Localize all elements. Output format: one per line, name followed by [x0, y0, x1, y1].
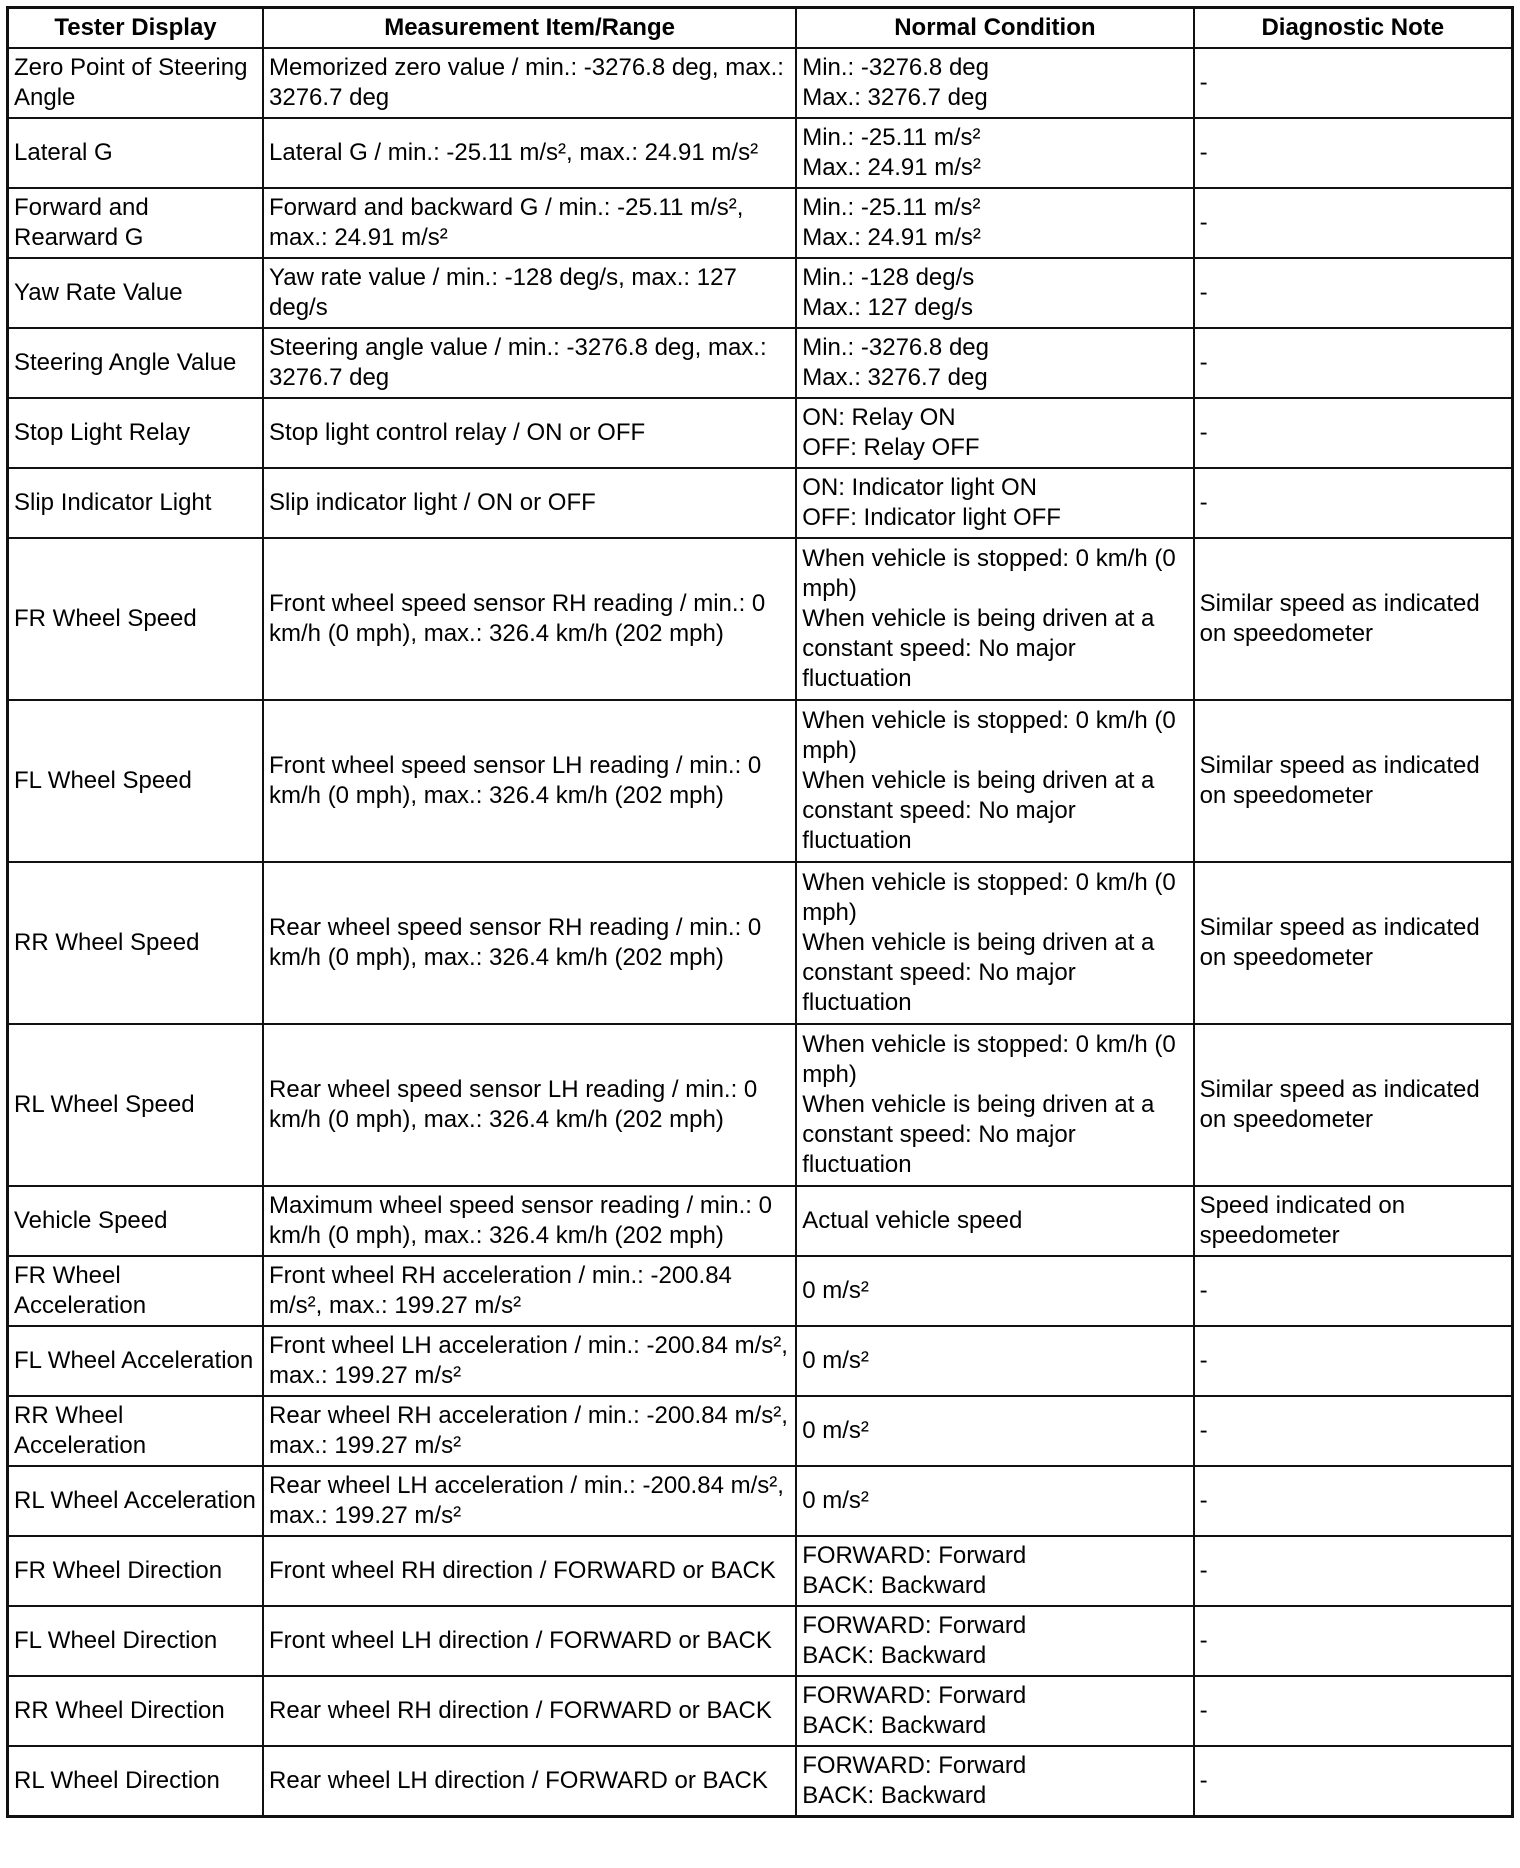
range-cell: Rear wheel LH acceleration / min.: -200.84 m/s², max.: 199.27 m/s² — [263, 1466, 796, 1536]
tester-display-cell: FR Wheel Direction — [8, 1536, 264, 1606]
range-cell: Front wheel speed sensor RH reading / min.: 0 km/h (0 mph), max.: 326.4 km/h (202 mph) — [263, 538, 796, 700]
normal-condition-cell: FORWARD: Forward BACK: Backward — [796, 1536, 1193, 1606]
range-cell: Steering angle value / min.: -3276.8 deg, max.: 3276.7 deg — [263, 328, 796, 398]
table-row — [8, 398, 1513, 468]
table-row — [8, 1024, 1513, 1186]
diagnostic-note-cell: - — [1194, 48, 1513, 118]
normal-condition-cell: When vehicle is stopped: 0 km/h (0 mph) When vehicle is being driven at a constant speed: No major fluctuation — [796, 538, 1193, 700]
range-cell: Maximum wheel speed sensor reading / min.: 0 km/h (0 mph), max.: 326.4 km/h (202 mph) — [263, 1186, 796, 1256]
range-cell: Rear wheel LH direction / FORWARD or BACK — [263, 1746, 796, 1817]
normal-condition-cell: Min.: -25.11 m/s² Max.: 24.91 m/s² — [796, 118, 1193, 188]
diagnostic-note-cell: Speed indicated on speedometer — [1194, 1186, 1513, 1256]
table-row — [8, 1256, 1513, 1326]
tester-display-cell: Forward and Rearward G — [8, 188, 264, 258]
tester-display-cell: FL Wheel Speed — [8, 700, 264, 862]
diagnostic-note-cell: - — [1194, 1606, 1513, 1676]
table-row — [8, 258, 1513, 328]
diagnostic-note-cell: Similar speed as indicated on speedometer — [1194, 1024, 1513, 1186]
diagnostic-note-cell: - — [1194, 1256, 1513, 1326]
normal-condition-cell: Min.: -128 deg/s Max.: 127 deg/s — [796, 258, 1193, 328]
normal-condition-cell: When vehicle is stopped: 0 km/h (0 mph) When vehicle is being driven at a constant speed: No major fluctuation — [796, 700, 1193, 862]
table-row — [8, 1746, 1513, 1817]
range-cell: Rear wheel speed sensor RH reading / min.: 0 km/h (0 mph), max.: 326.4 km/h (202 mph) — [263, 862, 796, 1024]
diagnostic-note-cell: - — [1194, 1326, 1513, 1396]
header-tester-display: Tester Display — [8, 8, 264, 49]
tester-display-cell: RR Wheel Direction — [8, 1676, 264, 1746]
diagnostic-note-cell: - — [1194, 328, 1513, 398]
table-row — [8, 862, 1513, 1024]
range-cell: Forward and backward G / min.: -25.11 m/s², max.: 24.91 m/s² — [263, 188, 796, 258]
range-cell: Memorized zero value / min.: -3276.8 deg, max.: 3276.7 deg — [263, 48, 796, 118]
range-cell: Stop light control relay / ON or OFF — [263, 398, 796, 468]
header-measurement-item-range: Measurement Item/Range — [263, 8, 796, 49]
diagnostic-note-cell: - — [1194, 258, 1513, 328]
diagnostic-note-cell: - — [1194, 1396, 1513, 1466]
table-row — [8, 1326, 1513, 1396]
table-row — [8, 1466, 1513, 1536]
diagnostic-note-cell: Similar speed as indicated on speedometer — [1194, 700, 1513, 862]
tester-display-cell: Steering Angle Value — [8, 328, 264, 398]
tester-display-cell: Lateral G — [8, 118, 264, 188]
normal-condition-cell: FORWARD: Forward BACK: Backward — [796, 1676, 1193, 1746]
table-row — [8, 538, 1513, 700]
range-cell: Front wheel RH direction / FORWARD or BACK — [263, 1536, 796, 1606]
data-list-table-container — [6, 6, 1514, 1818]
normal-condition-cell: FORWARD: Forward BACK: Backward — [796, 1606, 1193, 1676]
normal-condition-cell: Actual vehicle speed — [796, 1186, 1193, 1256]
range-cell: Rear wheel RH direction / FORWARD or BACK — [263, 1676, 796, 1746]
header-diagnostic-note: Diagnostic Note — [1194, 8, 1513, 49]
diagnostic-note-cell: Similar speed as indicated on speedometer — [1194, 538, 1513, 700]
range-cell: Front wheel LH direction / FORWARD or BACK — [263, 1606, 796, 1676]
diagnostic-note-cell: - — [1194, 1466, 1513, 1536]
tester-display-cell: Zero Point of Steering Angle — [8, 48, 264, 118]
range-cell: Rear wheel speed sensor LH reading / min.: 0 km/h (0 mph), max.: 326.4 km/h (202 mph) — [263, 1024, 796, 1186]
data-list-table — [6, 6, 1514, 1818]
table-row — [8, 118, 1513, 188]
diagnostic-note-cell: - — [1194, 1536, 1513, 1606]
diagnostic-note-cell: Similar speed as indicated on speedometer — [1194, 862, 1513, 1024]
tester-display-cell: RR Wheel Acceleration — [8, 1396, 264, 1466]
diagnostic-note-cell: - — [1194, 468, 1513, 538]
table-row — [8, 1676, 1513, 1746]
normal-condition-cell: 0 m/s² — [796, 1466, 1193, 1536]
tester-display-cell: Vehicle Speed — [8, 1186, 264, 1256]
diagnostic-note-cell: - — [1194, 1676, 1513, 1746]
table-row — [8, 1186, 1513, 1256]
table-row — [8, 1396, 1513, 1466]
table-row — [8, 1536, 1513, 1606]
normal-condition-cell: Min.: -25.11 m/s² Max.: 24.91 m/s² — [796, 188, 1193, 258]
normal-condition-cell: 0 m/s² — [796, 1326, 1193, 1396]
table-row — [8, 188, 1513, 258]
tester-display-cell: Yaw Rate Value — [8, 258, 264, 328]
range-cell: Front wheel RH acceleration / min.: -200.84 m/s², max.: 199.27 m/s² — [263, 1256, 796, 1326]
table-row — [8, 700, 1513, 862]
tester-display-cell: RL Wheel Acceleration — [8, 1466, 264, 1536]
tester-display-cell: Slip Indicator Light — [8, 468, 264, 538]
normal-condition-cell: When vehicle is stopped: 0 km/h (0 mph) When vehicle is being driven at a constant speed: No major fluctuation — [796, 1024, 1193, 1186]
normal-condition-cell: FORWARD: Forward BACK: Backward — [796, 1746, 1193, 1817]
diagnostic-note-cell: - — [1194, 1746, 1513, 1817]
header-normal-condition: Normal Condition — [796, 8, 1193, 49]
tester-display-cell: FL Wheel Acceleration — [8, 1326, 264, 1396]
range-cell: Yaw rate value / min.: -128 deg/s, max.: 127 deg/s — [263, 258, 796, 328]
normal-condition-cell: 0 m/s² — [796, 1396, 1193, 1466]
normal-condition-cell: When vehicle is stopped: 0 km/h (0 mph) When vehicle is being driven at a constant speed: No major fluctuation — [796, 862, 1193, 1024]
table-row — [8, 328, 1513, 398]
diagnostic-note-cell: - — [1194, 398, 1513, 468]
tester-display-cell: FR Wheel Speed — [8, 538, 264, 700]
diagnostic-note-cell: - — [1194, 188, 1513, 258]
tester-display-cell: FR Wheel Acceleration — [8, 1256, 264, 1326]
range-cell: Slip indicator light / ON or OFF — [263, 468, 796, 538]
tester-display-cell: RL Wheel Direction — [8, 1746, 264, 1817]
normal-condition-cell: ON: Indicator light ON OFF: Indicator light OFF — [796, 468, 1193, 538]
normal-condition-cell: 0 m/s² — [796, 1256, 1193, 1326]
table-row — [8, 468, 1513, 538]
table-row — [8, 1606, 1513, 1676]
range-cell: Rear wheel RH acceleration / min.: -200.84 m/s², max.: 199.27 m/s² — [263, 1396, 796, 1466]
range-cell: Front wheel speed sensor LH reading / min.: 0 km/h (0 mph), max.: 326.4 km/h (202 mph) — [263, 700, 796, 862]
range-cell: Front wheel LH acceleration / min.: -200.84 m/s², max.: 199.27 m/s² — [263, 1326, 796, 1396]
normal-condition-cell: ON: Relay ON OFF: Relay OFF — [796, 398, 1193, 468]
normal-condition-cell: Min.: -3276.8 deg Max.: 3276.7 deg — [796, 48, 1193, 118]
tester-display-cell: RL Wheel Speed — [8, 1024, 264, 1186]
diagnostic-note-cell: - — [1194, 118, 1513, 188]
tester-display-cell: RR Wheel Speed — [8, 862, 264, 1024]
tester-display-cell: Stop Light Relay — [8, 398, 264, 468]
table-row — [8, 48, 1513, 118]
range-cell: Lateral G / min.: -25.11 m/s², max.: 24.91 m/s² — [263, 118, 796, 188]
normal-condition-cell: Min.: -3276.8 deg Max.: 3276.7 deg — [796, 328, 1193, 398]
header-row — [8, 8, 1513, 49]
tester-display-cell: FL Wheel Direction — [8, 1606, 264, 1676]
